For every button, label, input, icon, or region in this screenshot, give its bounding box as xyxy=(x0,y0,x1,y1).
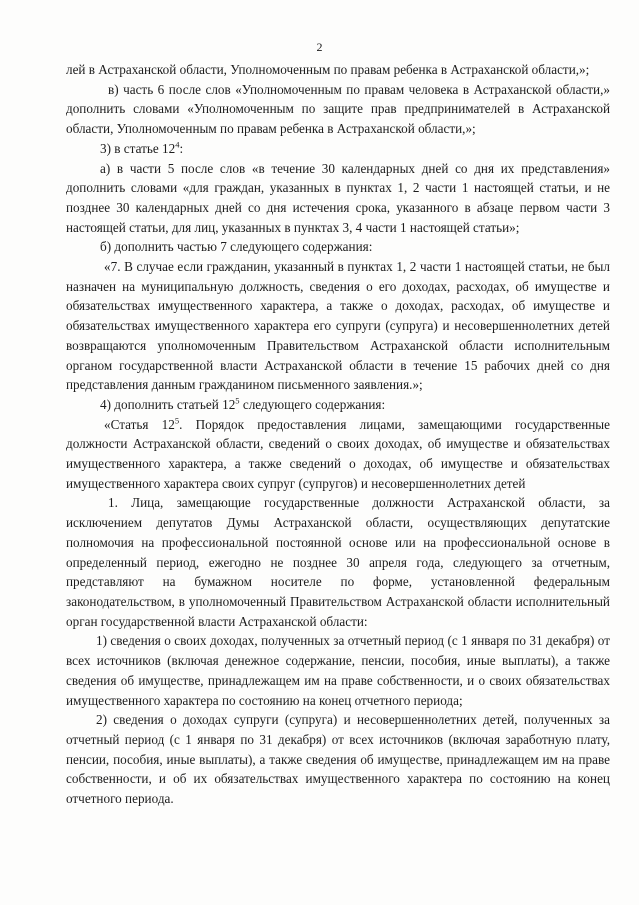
paragraph-item-3-text: 3) в статье 12 xyxy=(100,140,176,156)
paragraph-item-b: б) дополнить частью 7 следующего содержания: xyxy=(100,239,373,255)
paragraph-item-v: в) часть 6 после слов «Уполномоченным по правам человека в Астраханской области,» дополнить словами «Уполномоченным по защите прав предпринимателей в Астраханской области, Уполномоченным по правам ребенка в Астраханской области,»; xyxy=(66,81,610,137)
article-title xyxy=(66,415,610,494)
paragraph-item-4-text: 4) дополнить статьей 12 xyxy=(100,396,236,412)
paragraph-continuation: лей в Астраханской области, Уполномоченным по правам ребенка в Астраханской области,»; xyxy=(66,62,590,77)
article-title-label: «Статья 12 xyxy=(104,416,175,432)
paragraph-item-3 xyxy=(66,139,610,159)
paragraph-part-1: 1. Лица, замещающие государственные должности Астраханской области, за исключением депутатов Думы Астраханской области, осуществляющих депутатские полномочия на профессиональной постоянной основе или на профессиональной основе в определенный период, ежегодно не позднее 30 апреля года, следующего за отчетным, представляют на бумажном носителе по форме, установленной федеральным законодательством, в уполномоченный Правительством Астраханской области исполнительный орган государственной власти Астраханской области: xyxy=(66,495,610,629)
paragraph-part-7: «7. В случае если гражданин, указанный в пунктах 1, 2 части 1 настоящей статьи, не был назначен на муниципальную должность, сведения о его доходах, расходах, об имуществе и обязательствах имущественного характера, а также о доходах, расходах, об имуществе и обязательствах имущественного характера его супруги (супруга) и несовершеннолетних детей возвращаются уполномоченным Правительством Астраханской области исполнительным органом государственной власти Астраханской области в течение 15 рабочих дней со дня представления данным гражданином письменного заявления.»; xyxy=(66,259,610,393)
paragraph-subitem-2: 2) сведения о доходах супруги (супруга) и несовершеннолетних детей, полученных за отчетный период (с 1 января по 31 декабря) от всех источников (включая заработную плату, пенсии, пособия, иные выплаты), а также сведения об имуществе, принадлежащем им на праве собственности, и об их обязательствах имущественного характера по состоянию на конец отчетного периода. xyxy=(66,712,610,807)
document-body xyxy=(66,60,610,809)
page-number: 2 xyxy=(316,40,323,54)
paragraph-item-4-tail: следующего содержания: xyxy=(239,396,386,412)
superscript-5-article: 5 xyxy=(174,415,180,426)
paragraph-item-a: а) в части 5 после слов «в течение 30 календарных дней со дня их представления» дополнить словами «для граждан, указанных в пунктах 1, 2 части 1 настоящей статьи, и не позднее 30 календарных дней со дня истечения срока, указанного в абзаце первом части 3 настоящей статьи, для лиц, указанных в пунктах 3, 4 части 1 настоящей статьи»; xyxy=(66,160,610,235)
paragraph-item-3-tail: : xyxy=(179,140,184,156)
article-title-text: . Порядок предоставления лицами, замещающими государственные должности Астраханской области, сведений о своих доходах, об имуществе и обязательствах имущественного характера, а также сведений о доходах, об имуществе и обязательствах имущественного характера своих супруг (супругов) и несовершеннолетних детей xyxy=(66,416,611,491)
superscript-4: 4 xyxy=(175,139,180,150)
paragraph-item-4 xyxy=(66,395,610,415)
superscript-5: 5 xyxy=(235,395,240,406)
paragraph-subitem-1: 1) сведения о своих доходах, полученных за отчетный период (с 1 января по 31 декабря) от всех источников (включая денежное содержание, пенсии, пособия, иные выплаты), а также сведения об имуществе, принадлежащем им на праве собственности, и о своих обязательствах имущественного характера по состоянию на конец отчетного периода; xyxy=(66,633,610,708)
